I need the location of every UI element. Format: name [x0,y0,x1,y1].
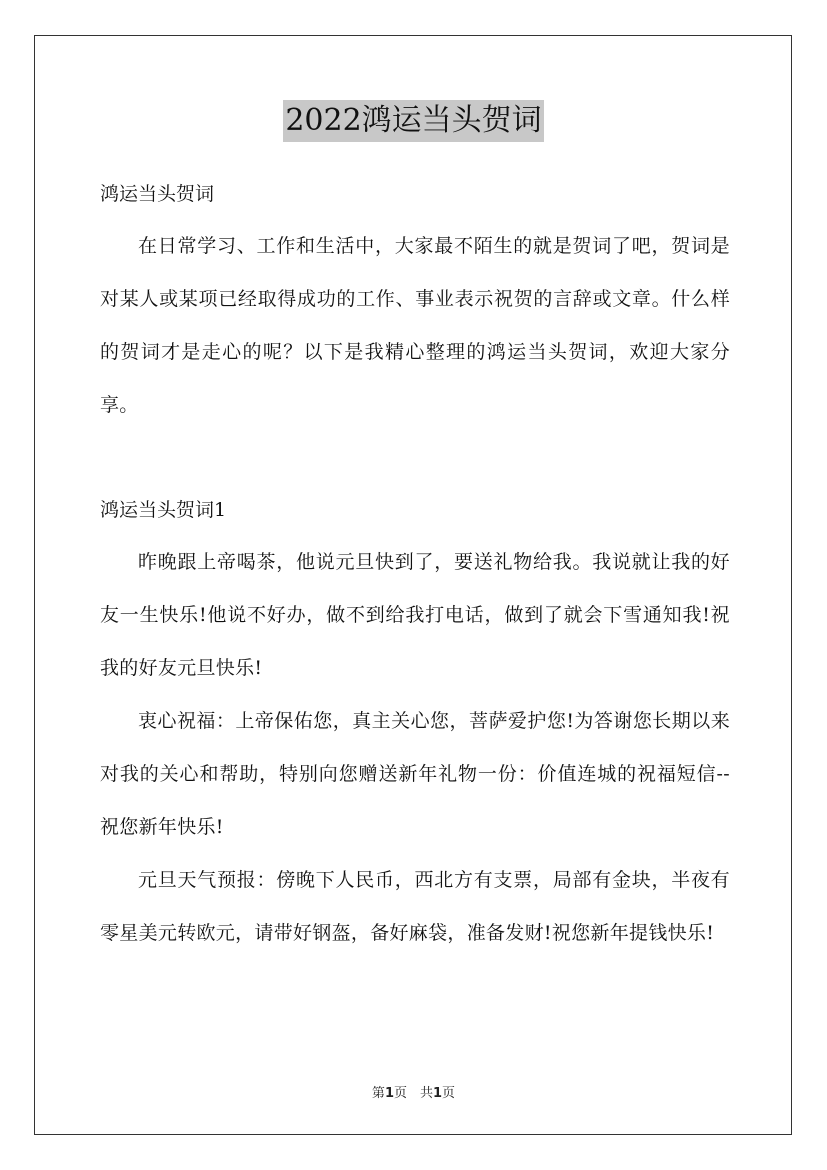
section-1-paragraph-3: 元旦天气预报：傍晚下人民币，西北方有支票，局部有金块，半夜有零星美元转欧元，请带好钢盔，备好麻袋，准备发财!祝您新年提钱快乐! [100,869,730,944]
section-1-paragraph-2: 衷心祝福：上帝保佑您，真主关心您，菩萨爱护您!为答谢您长期以来对我的关心和帮助，特别向您赠送新年礼物一份：价值连城的祝福短信--祝您新年快乐! [100,710,730,838]
intro-heading: 鸿运当头贺词 [100,183,215,205]
footer-page-suffix: 页 [442,1086,456,1101]
document-body [100,168,730,960]
section-1-paragraph-1: 昨晚跟上帝喝茶，他说元旦快到了，要送礼物给我。我说就让我的好友一生快乐!他说不好办，做不到给我打电话，做到了就会下雪通知我!祝我的好友元旦快乐! [100,551,730,679]
footer-page-number: 1 [384,1086,394,1101]
document-title: 2022鸿运当头贺词 [283,100,543,142]
footer-page-prefix: 第 [371,1086,385,1101]
document-title-container [0,100,827,142]
page-footer [0,1082,827,1101]
section-spacer [100,432,730,484]
intro-paragraph: 在日常学习、工作和生活中，大家最不陌生的就是贺词了吧，贺词是对某人或某项已经取得成功的工作、事业表示祝贺的言辞或文章。什么样的贺词才是走心的呢？以下是我精心整理的鸿运当头贺词，欢迎大家分享。 [100,235,730,416]
footer-total-pages: 1 [433,1086,443,1101]
section-1-heading: 鸿运当头贺词1 [100,499,227,521]
footer-page-mid: 页 共 [393,1086,433,1101]
